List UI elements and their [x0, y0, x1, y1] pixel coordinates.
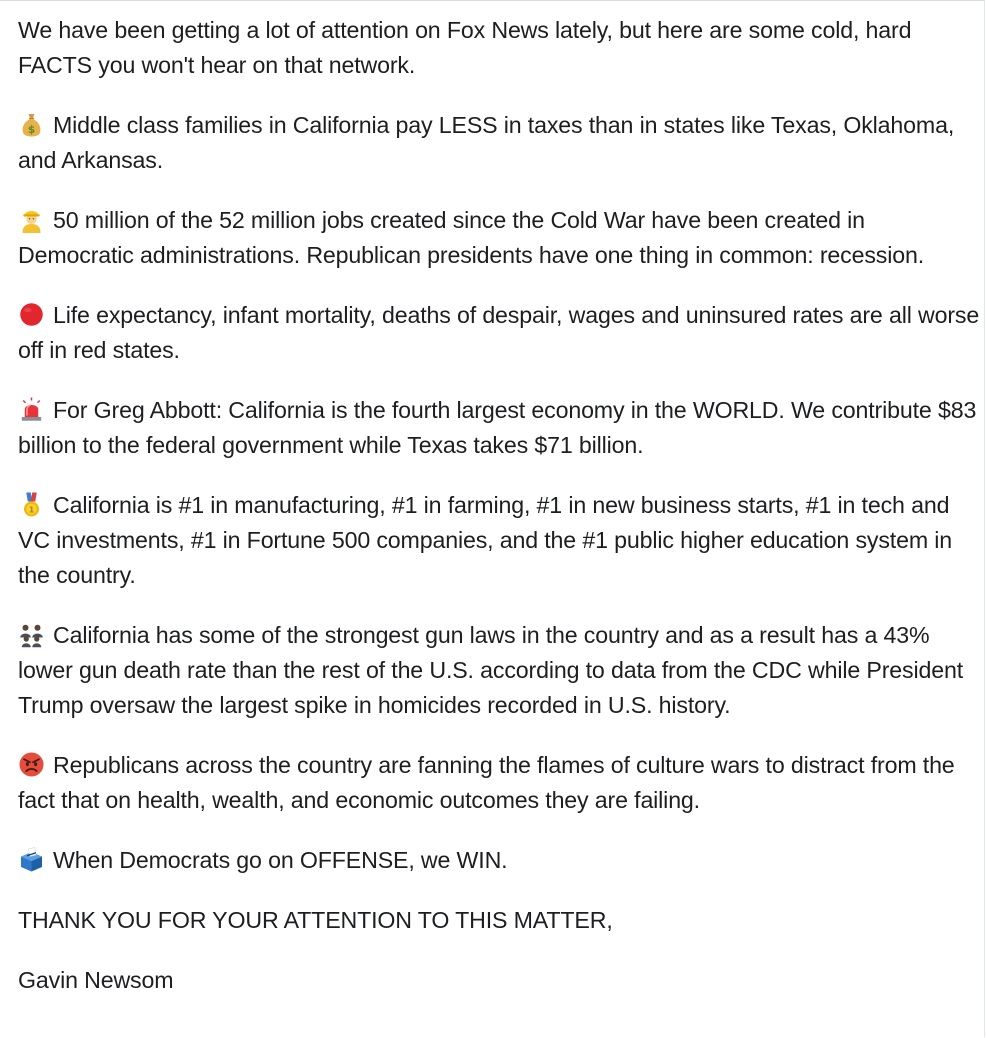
family-icon	[18, 621, 45, 648]
money-bag-icon	[18, 111, 45, 138]
police-light-icon	[18, 396, 45, 423]
post-closing: THANK YOU FOR YOUR ATTENTION TO THIS MATTER,	[18, 907, 613, 933]
svg-text:$: $	[27, 123, 36, 136]
fact-text: California is #1 in manufacturing, #1 in farming, #1 in new business starts, #1 in tech and VC investments, #1 in Fortune 500 companies, and the #1 public higher education system in the country.	[18, 492, 953, 588]
fact-item-life-expectancy	[18, 298, 980, 368]
ballot-box-icon	[18, 846, 45, 873]
fact-item-gun-laws	[18, 618, 980, 723]
fact-text: For Greg Abbott: California is the fourth largest economy in the WORLD. We contribute $83 billion to the federal government while Texas takes $71 billion.	[18, 397, 977, 458]
fact-text: When Democrats go on OFFENSE, we WIN.	[53, 847, 508, 873]
red-circle-icon	[18, 301, 45, 328]
post-intro: We have been getting a lot of attention on Fox News lately, but here are some cold, hard FACTS you won't hear on that network.	[18, 17, 912, 78]
fact-text: Life expectancy, infant mortality, deaths of despair, wages and uninsured rates are all worse off in red states.	[18, 302, 980, 363]
fact-item-taxes	[18, 108, 980, 178]
fact-item-jobs	[18, 203, 980, 273]
construction-worker-icon	[18, 206, 45, 233]
fact-text: 50 million of the 52 million jobs created since the Cold War have been created in Democratic administrations. Republican presidents have one thing in common: recession.	[18, 207, 925, 268]
fact-item-culture-wars	[18, 748, 980, 818]
post-body	[18, 13, 980, 1023]
angry-face-icon	[18, 751, 45, 778]
svg-text:1: 1	[28, 504, 35, 515]
fact-item-offense	[18, 843, 980, 878]
fact-text: Middle class families in California pay LESS in taxes than in states like Texas, Oklahoma, and Arkansas.	[18, 112, 955, 173]
gold-medal-icon	[18, 491, 45, 518]
fact-item-rankings	[18, 488, 980, 593]
post-signature: Gavin Newsom	[18, 967, 174, 993]
fact-text: Republicans across the country are fanning the flames of culture wars to distract from the fact that on health, wealth, and economic outcomes they are failing.	[18, 752, 955, 813]
fact-text: California has some of the strongest gun laws in the country and as a result has a 43% lower gun death rate than the rest of the U.S. according to data from the CDC while President Trump oversaw the largest spike in homicides recorded in U.S. history.	[18, 622, 963, 718]
fact-item-economy	[18, 393, 980, 463]
